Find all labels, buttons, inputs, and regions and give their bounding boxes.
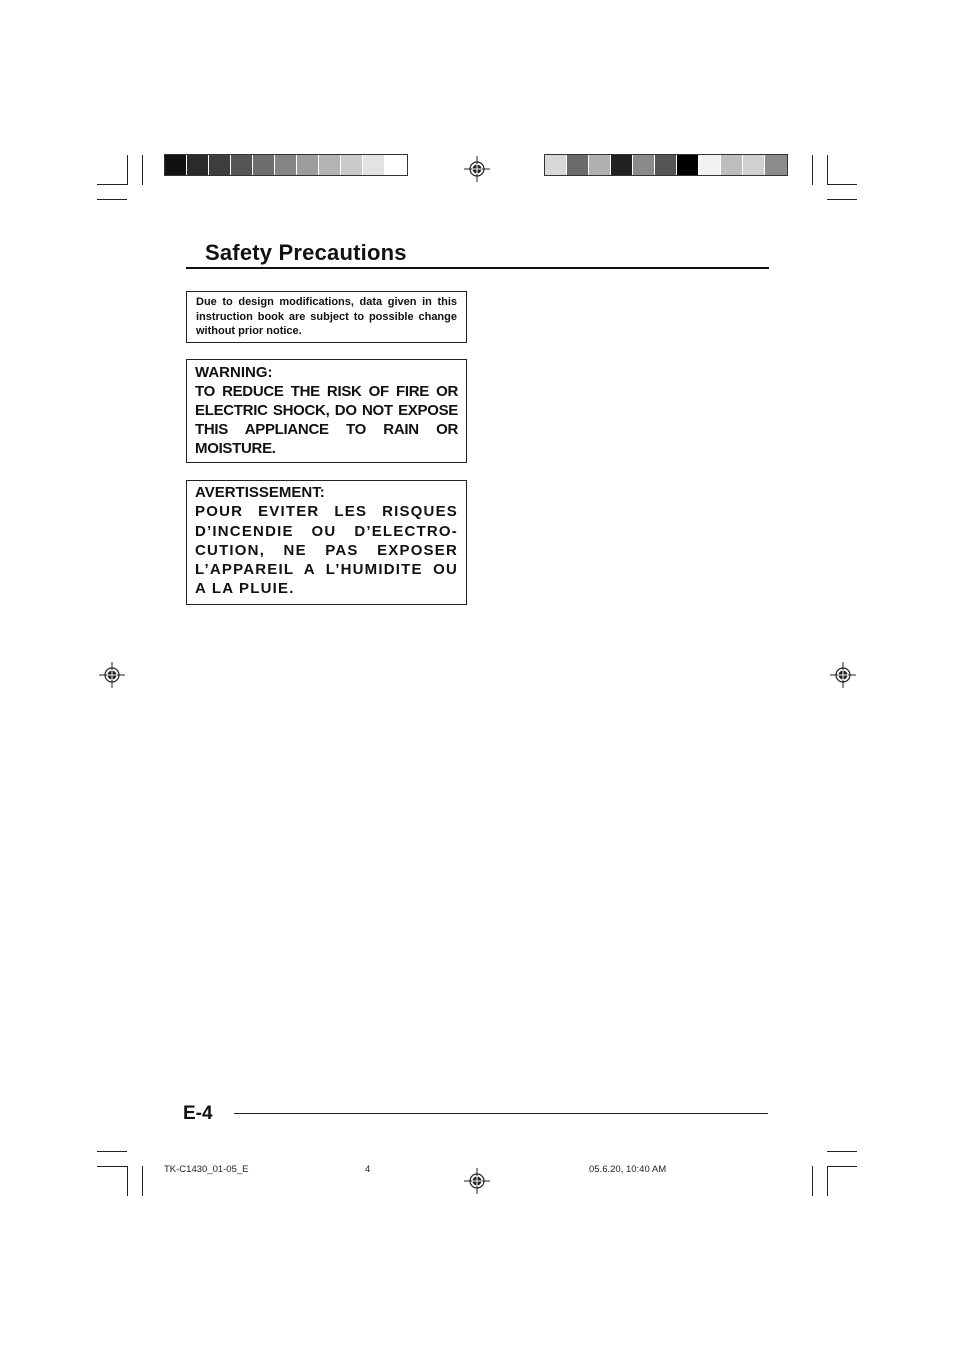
avertissement-box	[186, 480, 467, 605]
warning-heading: WARNING:	[195, 364, 273, 381]
crop-mark	[827, 199, 857, 200]
color-swatch	[545, 155, 567, 175]
warning-box	[186, 359, 467, 463]
avertissement-heading: AVERTISSEMENT:	[195, 484, 325, 501]
color-swatch	[165, 155, 187, 175]
crop-mark	[97, 1151, 127, 1152]
crop-mark	[827, 155, 828, 185]
crop-mark	[827, 184, 857, 185]
crop-mark	[827, 1166, 828, 1196]
color-swatch	[743, 155, 765, 175]
notice-text: Due to design modifications, data given in this instruction book are subject to possible change without prior notice.	[196, 296, 457, 337]
crop-mark	[827, 1151, 857, 1152]
registration-mark-icon	[99, 662, 125, 688]
registration-mark-icon	[464, 1168, 490, 1194]
color-swatch	[699, 155, 721, 175]
footer-rule	[234, 1113, 768, 1114]
color-swatch	[567, 155, 589, 175]
crop-mark	[812, 1166, 813, 1196]
color-swatch	[209, 155, 231, 175]
color-swatch	[253, 155, 275, 175]
avertissement-text: POUR EVITER LES RISQUES D’INCENDIE OU D’ELECTRO-CUTION, NE PAS EXPOSER L’APPAREIL A L’HUMIDITE OU A LA PLUIE.	[195, 503, 458, 598]
color-swatch	[341, 155, 363, 175]
color-swatch	[319, 155, 341, 175]
crop-mark	[142, 1166, 143, 1196]
notice-box	[186, 291, 467, 343]
page-number: E-4	[183, 1103, 213, 1124]
color-swatch	[187, 155, 209, 175]
page-title: Safety Precautions	[205, 240, 407, 265]
color-swatch	[677, 155, 699, 175]
print-timestamp: 05.6.20, 10:40 AM	[589, 1164, 667, 1175]
color-swatch	[655, 155, 677, 175]
crop-mark	[812, 155, 813, 185]
crop-mark	[827, 1166, 857, 1167]
color-swatch	[589, 155, 611, 175]
color-swatch	[611, 155, 633, 175]
crop-mark	[127, 1166, 128, 1196]
color-swatch	[633, 155, 655, 175]
registration-mark-icon	[830, 662, 856, 688]
color-swatch	[765, 155, 787, 175]
crop-mark	[127, 155, 128, 185]
warning-text: TO REDUCE THE RISK OF FIRE OR ELECTRIC SHOCK, DO NOT EXPOSE THIS APPLIANCE TO RAIN OR MOISTURE.	[195, 383, 458, 457]
print-filename: TK-C1430_01-05_E	[164, 1164, 249, 1175]
color-swatch	[275, 155, 297, 175]
title-underline	[186, 267, 769, 269]
color-bar-left	[164, 154, 408, 176]
color-swatch	[231, 155, 253, 175]
color-swatch	[297, 155, 319, 175]
crop-mark	[142, 155, 143, 185]
color-swatch	[385, 155, 407, 175]
print-sheet-number: 4	[365, 1164, 371, 1175]
crop-mark	[97, 184, 127, 185]
registration-mark-icon	[464, 156, 490, 182]
color-swatch	[721, 155, 743, 175]
color-swatch	[363, 155, 385, 175]
crop-mark	[97, 1166, 127, 1167]
crop-mark	[97, 199, 127, 200]
color-bar-right	[544, 154, 788, 176]
